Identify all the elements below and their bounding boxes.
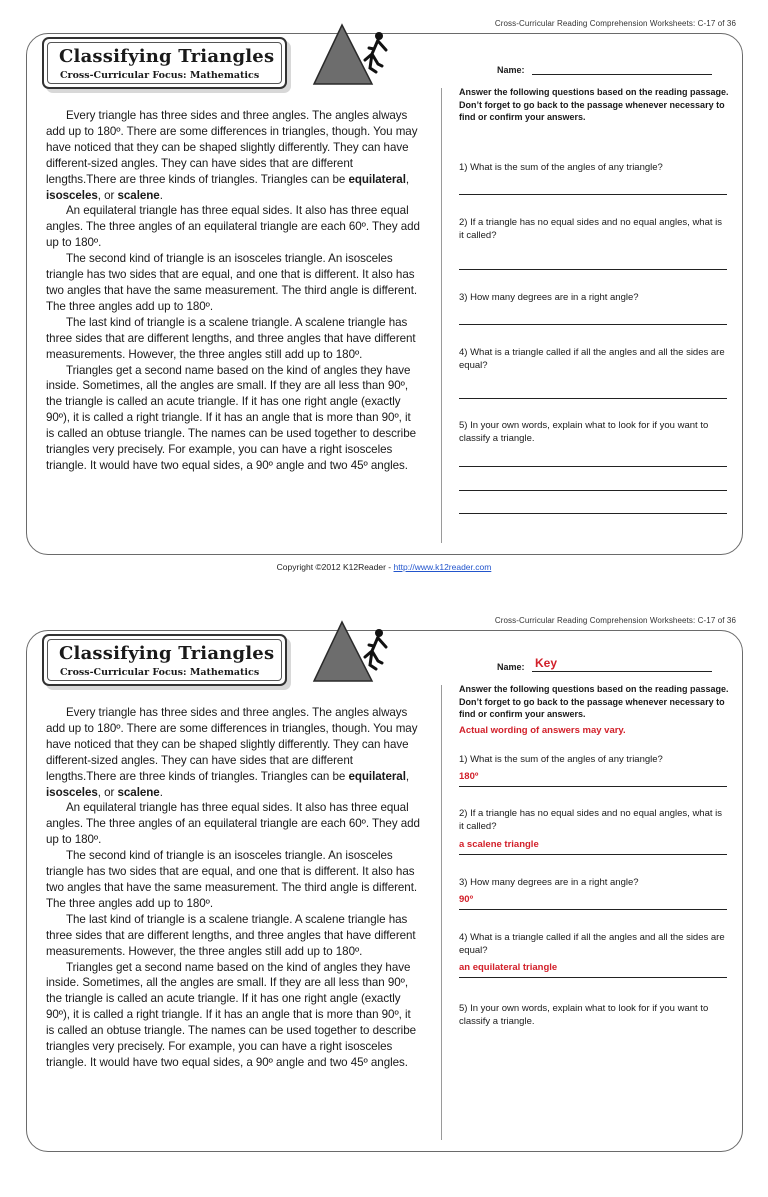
question-1: 1) What is the sum of the angles of any triangle?	[459, 754, 663, 765]
passage-paragraph: The second kind of triangle is an isosceles triangle. An isosceles triangle has two sides that are equal, and one that is different. It also has two angles that have the same measurement. The third angle is different. The three angles add up to 180º.	[46, 849, 418, 910]
passage-paragraph: Every triangle has three sides and three angles. The angles always add up to 180º. There are some differences in triangles, though. You may have noticed that they can be shaped slightly differently. They can have different-sized angles. They can have sides that are different lengths.There are three kinds of triangles. Triangles can be equilateral, isosceles, or scalene.	[46, 109, 418, 202]
question-2: 2) If a triangle has no equal sides and no equal angles, what is it called?	[459, 808, 723, 832]
passage-paragraph: An equilateral triangle has three equal sides. It also has three equal angles. The three angles of an equilateral triangle are each 60º. They add up to 180º.	[46, 204, 420, 250]
instructions: Answer the following questions based on the reading passage. Don’t forget to go back to the passage whenever necessary to find or confirm your answers.	[459, 684, 729, 719]
worksheet-answer-key	[0, 597, 768, 1197]
passage-paragraph: The last kind of triangle is a scalene triangle. A scalene triangle has three sides that are different lengths, and three angles that have different measurements. However, the three angles still add up to 180º.	[46, 912, 416, 958]
question-1: 1) What is the sum of the angles of any triangle?	[459, 162, 663, 173]
page-subtitle: Cross-Curricular Focus: Mathematics	[60, 667, 260, 678]
worksheet-header: Cross-Curricular Reading Comprehension Worksheets: C-17 of 36	[494, 19, 736, 28]
reading-passage	[46, 705, 422, 1071]
question-panel	[459, 86, 729, 444]
answer-2: a scalene triangle	[459, 839, 539, 850]
page-title: Classifying Triangles	[59, 643, 275, 664]
page-subtitle: Cross-Curricular Focus: Mathematics	[60, 70, 260, 81]
answer-line-3[interactable]	[459, 324, 727, 325]
answer-line-2[interactable]	[459, 269, 727, 270]
name-label: Name:	[497, 65, 525, 75]
passage-paragraph: An equilateral triangle has three equal sides. It also has three equal angles. The three angles of an equilateral triangle are each 60º. They add up to 180º.	[46, 801, 420, 847]
column-divider	[441, 88, 442, 543]
question-4: 4) What is a triangle called if all the angles and all the sides are equal?	[459, 932, 725, 956]
answer-3: 90º	[459, 894, 474, 905]
answer-line-1[interactable]	[459, 786, 727, 787]
question-panel	[459, 683, 729, 1027]
name-field[interactable]	[497, 656, 712, 675]
answer-1: 180º	[459, 771, 479, 782]
name-line	[532, 74, 712, 75]
name-field[interactable]	[497, 62, 712, 78]
answer-4: an equilateral triangle	[459, 962, 558, 973]
name-label: Name:	[497, 662, 525, 672]
question-5: 5) In your own words, explain what to look for if you want to classify a triangle.	[459, 420, 709, 444]
question-3: 3) How many degrees are in a right angle?	[459, 877, 639, 888]
triangle-climber-icon	[312, 22, 400, 88]
instructions: Answer the following questions based on the reading passage. Don’t forget to go back to the passage whenever necessary to find or confirm your answers.	[459, 87, 729, 122]
passage-paragraph: Every triangle has three sides and three angles. The angles always add up to 180º. There are some differences in triangles, though. You may have noticed that they can be shaped slightly differently. They can have different-sized angles. They can have sides that are different lengths.There are three kinds of triangles. Triangles can be equilateral, isosceles, or scalene.	[46, 706, 418, 799]
answer-line-5c[interactable]	[459, 513, 727, 514]
answer-line-4[interactable]	[459, 977, 727, 978]
title-box	[42, 634, 287, 686]
page-title: Classifying Triangles	[59, 46, 275, 67]
worksheet-header: Cross-Curricular Reading Comprehension Worksheets: C-17 of 36	[494, 616, 736, 625]
copyright: Copyright ©2012 K12Reader - http://www.k12reader.com	[276, 562, 492, 572]
passage-paragraph: The last kind of triangle is a scalene triangle. A scalene triangle has three sides that are different lengths, and three angles that have different measurements. However, the three angles still add up to 180º.	[46, 315, 416, 361]
column-divider	[441, 685, 442, 1140]
question-3: 3) How many degrees are in a right angle?	[459, 292, 639, 303]
triangle-climber-icon	[312, 619, 400, 685]
answer-line-1[interactable]	[459, 194, 727, 195]
k12reader-link[interactable]: http://www.k12reader.com	[393, 562, 492, 572]
passage-paragraph: Triangles get a second name based on the kind of angles they have inside. Sometimes, all the angles are small. If they are all less than 90º, the triangle is called an acute triangle. If it has one right angle (exactly 90º), it is called a right triangle. If it has an angle that is more than 90º, it is called an obtuse triangle. The names can be used together to describe triangles very precisely. For example, you can have a right isosceles triangle. It would have two equal sides, a 90º angle and two 45º angles.	[46, 960, 416, 1069]
passage-paragraph: The second kind of triangle is an isosceles triangle. An isosceles triangle has two sides that are equal, and one that is different. It also has two angles that have the same measurement. The third angle is different. The three angles add up to 180º.	[46, 252, 418, 313]
answer-line-5b[interactable]	[459, 490, 727, 491]
answer-note: Actual wording of answers may vary.	[459, 725, 626, 736]
passage-paragraph: Triangles get a second name based on the kind of angles they have inside. Sometimes, all the angles are small. If they are all less than 90º, the triangle is called an acute triangle. If it has one right angle (exactly 90º), it is called a right triangle. If it has an angle that is more than 90º, it is called an obtuse triangle. The names can be used together to describe triangles very precisely. For example, you can have a right isosceles triangle. It would have two equal sides, a 90º angle and two 45º angles.	[46, 363, 416, 472]
answer-line-4[interactable]	[459, 398, 727, 399]
answer-key-label: Key	[535, 656, 558, 670]
answer-line-3[interactable]	[459, 909, 727, 910]
question-5: 5) In your own words, explain what to look for if you want to classify a triangle.	[459, 1003, 709, 1027]
answer-line-5a[interactable]	[459, 466, 727, 467]
answer-line-2[interactable]	[459, 854, 727, 855]
question-4: 4) What is a triangle called if all the angles and all the sides are equal?	[459, 347, 725, 371]
title-box	[42, 37, 287, 89]
name-line	[532, 671, 712, 672]
reading-passage	[46, 108, 422, 474]
question-2: 2) If a triangle has no equal sides and no equal angles, what is it called?	[459, 217, 723, 241]
